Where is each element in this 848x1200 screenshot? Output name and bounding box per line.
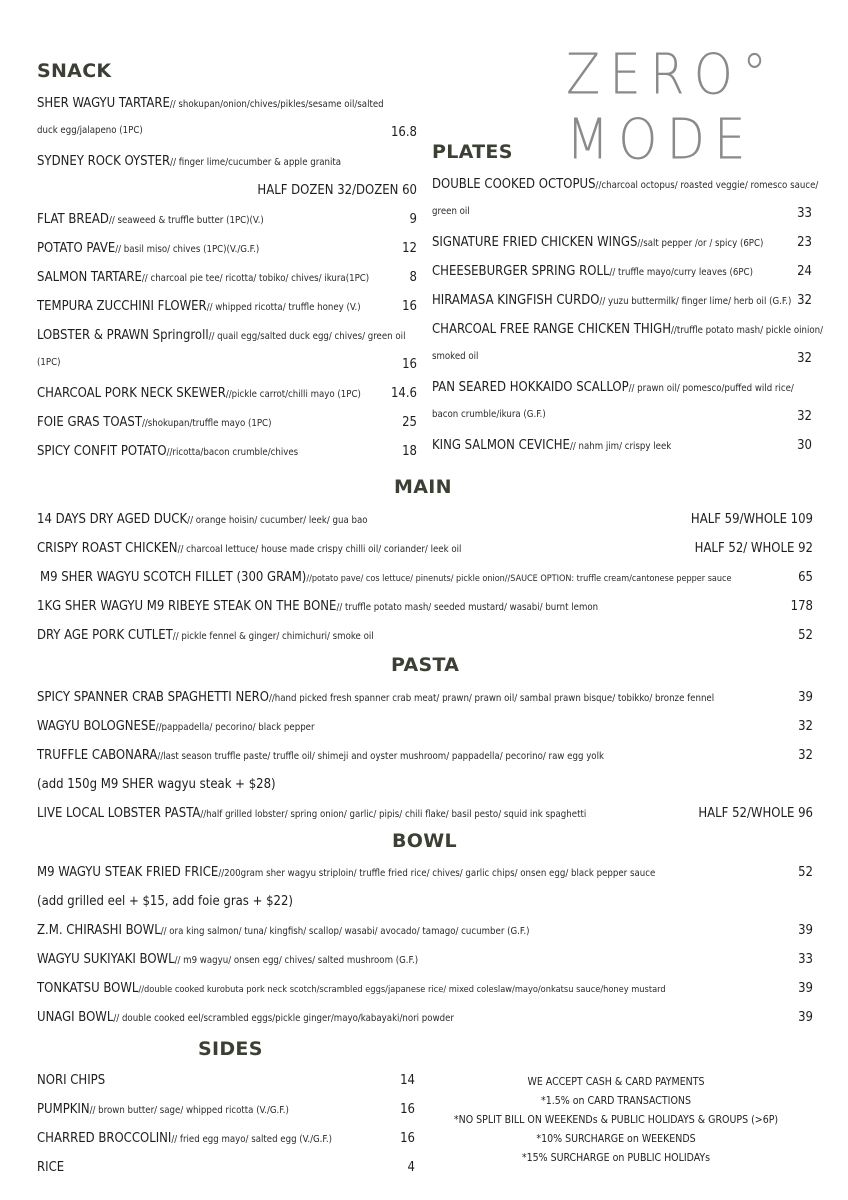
menu-item xyxy=(37,154,417,169)
item-name: NORI CHIPS xyxy=(37,1073,106,1088)
item-name: CHARRED BROCCOLINI xyxy=(37,1131,172,1146)
menu-item xyxy=(37,748,813,763)
menu-item-cont xyxy=(37,125,417,140)
item-name: DRY AGE PORK CUTLET xyxy=(37,628,173,643)
item-desc: // finger lime/cucumber & apple granita xyxy=(170,157,342,168)
menu-item xyxy=(432,264,812,279)
item-name: 1KG SHER WAGYU M9 RIBEYE STEAK ON THE BONE xyxy=(37,599,337,614)
item-price: 33 xyxy=(798,952,813,967)
item-price: 14 xyxy=(400,1073,415,1088)
item-desc: // shokupan/onion/chives/pikles/sesame oil/salted xyxy=(169,99,384,110)
brand-logo: ZERO° MODE xyxy=(566,42,776,172)
menu-item xyxy=(37,1102,415,1117)
item-name: TEMPURA ZUCCHINI FLOWER xyxy=(37,299,207,314)
item-desc: // pickle fennel & ginger/ chimichuri/ smoke oil xyxy=(172,631,374,642)
item-name: LOBSTER & PRAWN Springroll xyxy=(37,328,209,343)
item-desc: //double cooked kurobuta pork neck scotch/scrambled eggs/japanese rice/ mixed coleslaw/mayo/onkatsu sauce/honey mustard xyxy=(138,984,666,995)
section-title-main: MAIN xyxy=(394,476,452,498)
item-desc: green oil xyxy=(432,206,470,217)
menu-item xyxy=(37,541,813,556)
item-price: 32 xyxy=(797,351,812,366)
menu-item xyxy=(37,865,813,880)
menu-item xyxy=(37,599,813,614)
item-desc: //hand picked fresh spanner crab meat/ prawn/ prawn oil/ sambal prawn bisque/ tobikko/ bronze fennel xyxy=(268,693,715,704)
item-price: 32 xyxy=(798,748,813,763)
item-name: DOUBLE COOKED OCTOPUS xyxy=(432,177,596,192)
item-desc: // charcoal lettuce/ house made crispy chilli oil/ coriander/ leek oil xyxy=(177,544,462,555)
menu-item xyxy=(37,270,417,285)
item-name: M9 WAGYU STEAK FRIED FRICE xyxy=(37,865,219,880)
item-price: 32 xyxy=(798,719,813,734)
item-desc: //pickle carrot/chilli mayo (1PC) xyxy=(225,389,361,400)
menu-item xyxy=(37,1131,415,1146)
item-desc: //last season truffle paste/ truffle oil/ shimeji and oyster mushroom/ pappadella/ pecorino/ raw egg yolk xyxy=(157,751,604,762)
item-name: CRISPY ROAST CHICKEN xyxy=(37,541,178,556)
item-price: 16 xyxy=(402,357,417,372)
item-price: 16 xyxy=(400,1102,415,1117)
menu-item-cont xyxy=(432,206,812,221)
payment-notice xyxy=(428,1073,804,1168)
item-name: Z.M. CHIRASHI BOWL xyxy=(37,923,161,938)
addon-text: (add 150g M9 SHER wagyu steak + $28) xyxy=(37,777,276,792)
item-name: 14 DAYS DRY AGED DUCK xyxy=(37,512,188,527)
item-price: 178 xyxy=(790,599,813,614)
item-desc: // seaweed & truffle butter (1PC)(V.) xyxy=(108,215,264,226)
menu-item xyxy=(37,212,417,227)
item-price: 25 xyxy=(402,415,417,430)
item-name: SIGNATURE FRIED CHICKEN WINGS xyxy=(432,235,638,250)
item-name: PUMPKIN xyxy=(37,1102,90,1117)
notice-line: *15% SURCHARGE on PUBLIC HOLIDAYs xyxy=(521,1152,711,1164)
section-title-plates: PLATES xyxy=(432,141,513,163)
item-desc: smoked oil xyxy=(432,351,479,362)
item-price: 18 xyxy=(402,444,417,459)
item-price: 12 xyxy=(402,241,417,256)
item-desc: // prawn oil/ pomesco/puffed wild rice/ xyxy=(628,383,794,394)
menu-item xyxy=(37,952,813,967)
menu-item xyxy=(432,177,819,192)
item-price: 14.6 xyxy=(390,386,417,401)
menu-item xyxy=(37,328,417,343)
section-title-pasta: PASTA xyxy=(391,654,460,676)
item-name: SPICY SPANNER CRAB SPAGHETTI NERO xyxy=(37,690,269,705)
menu-item xyxy=(432,438,812,453)
addon-note xyxy=(37,894,813,909)
menu-item xyxy=(40,570,813,585)
notice-line: *1.5% on CARD TRANSACTIONS xyxy=(541,1095,691,1107)
item-name: KING SALMON CEVICHE xyxy=(432,438,570,453)
item-name: POTATO PAVE xyxy=(37,241,116,256)
item-desc: // fried egg mayo/ salted egg (V./G.F.) xyxy=(171,1134,332,1145)
menu-item-cont xyxy=(432,351,812,366)
item-price: 16.8 xyxy=(390,125,417,140)
item-name: CHEESEBURGER SPRING ROLL xyxy=(432,264,610,279)
item-name: HIRAMASA KINGFISH CURDO xyxy=(432,293,600,308)
item-name: SALMON TARTARE xyxy=(37,270,142,285)
item-price: 52 xyxy=(798,865,813,880)
section-title-sides: SIDES xyxy=(198,1038,263,1060)
item-name: WAGYU SUKIYAKI BOWL xyxy=(37,952,175,967)
menu-item xyxy=(37,96,417,111)
item-name: LIVE LOCAL LOBSTER PASTA xyxy=(37,806,201,821)
item-price: HALF 52/WHOLE 96 xyxy=(698,806,813,821)
menu-item xyxy=(37,690,813,705)
item-name: PAN SEARED HOKKAIDO SCALLOP xyxy=(432,380,629,395)
item-name: TONKATSU BOWL xyxy=(37,981,139,996)
item-price: HALF DOZEN 32/DOZEN 60 xyxy=(257,183,417,198)
menu-item xyxy=(37,415,417,430)
item-desc: // whipped ricotta/ truffle honey (V.) xyxy=(206,302,361,313)
menu-item xyxy=(37,1073,415,1088)
item-desc: // nahm jim/ crispy leek xyxy=(569,441,672,452)
item-price: 39 xyxy=(798,1010,813,1025)
item-desc: // brown butter/ sage/ whipped ricotta (V./G.F.) xyxy=(89,1105,289,1116)
menu-item xyxy=(37,806,813,821)
menu-item xyxy=(432,293,812,308)
item-price: 65 xyxy=(798,570,813,585)
item-name: TRUFFLE CABONARA xyxy=(37,748,158,763)
item-desc: // orange hoisin/ cucumber/ leek/ gua bao xyxy=(187,515,368,526)
item-name: M9 SHER WAGYU SCOTCH FILLET (300 GRAM) xyxy=(40,570,307,585)
item-name: FOIE GRAS TOAST xyxy=(37,415,142,430)
item-desc: // ora king salmon/ tuna/ kingfish/ scallop/ wasabi/ avocado/ tamago/ cucumber (G.F.) xyxy=(160,926,530,937)
item-desc: //half grilled lobster/ spring onion/ garlic/ pipis/ chili flake/ basil pesto/ squid ink spaghetti xyxy=(200,809,587,820)
menu-item xyxy=(432,235,812,250)
item-name: SYDNEY ROCK OYSTER xyxy=(37,154,171,169)
item-price: 39 xyxy=(798,690,813,705)
item-desc: (1PC) xyxy=(37,357,61,368)
item-price: 32 xyxy=(797,409,812,424)
item-name: CHARCOAL FREE RANGE CHICKEN THIGH xyxy=(432,322,672,337)
item-name: UNAGI BOWL xyxy=(37,1010,114,1025)
item-price: 52 xyxy=(798,628,813,643)
item-price: 4 xyxy=(407,1160,415,1175)
menu-item xyxy=(37,1160,415,1175)
notice-line: *NO SPLIT BILL ON WEEKENDs & PUBLIC HOLIDAYS & GROUPS (>6P) xyxy=(453,1114,779,1126)
menu-item xyxy=(37,386,417,401)
item-desc: //charcoal octopus/ roasted veggie/ romesco sauce/ xyxy=(595,180,819,191)
menu-item xyxy=(37,719,813,734)
item-desc: // basil miso/ chives (1PC)(V./G.F.) xyxy=(115,244,260,255)
item-price: HALF 59/WHOLE 109 xyxy=(690,512,813,527)
item-desc: duck egg/jalapeno (1PC) xyxy=(37,125,143,136)
item-desc: //ricotta/bacon crumble/chives xyxy=(166,447,299,458)
item-name: CHARCOAL PORK NECK SKEWER xyxy=(37,386,226,401)
menu-item xyxy=(37,444,417,459)
item-price: 16 xyxy=(402,299,417,314)
item-desc: //pappadella/ pecorino/ black pepper xyxy=(155,722,315,733)
item-desc: bacon crumble/ikura (G.F.) xyxy=(432,409,546,420)
item-desc: // charcoal pie tee/ ricotta/ tobiko/ chives/ ikura(1PC) xyxy=(141,273,370,284)
item-name: FLAT BREAD xyxy=(37,212,109,227)
section-title-bowl: BOWL xyxy=(392,830,457,852)
item-name: RICE xyxy=(37,1160,65,1175)
item-price: 39 xyxy=(798,981,813,996)
item-desc: // truffle mayo/curry leaves (6PC) xyxy=(609,267,753,278)
item-name: SHER WAGYU TARTARE xyxy=(37,96,170,111)
notice-line: *10% SURCHARGE on WEEKENDS xyxy=(536,1133,696,1145)
item-price: HALF 52/ WHOLE 92 xyxy=(694,541,813,556)
menu-item xyxy=(37,628,813,643)
menu-item-cont xyxy=(37,357,417,372)
item-desc: // quail egg/salted duck egg/ chives/ green oil xyxy=(208,331,406,342)
addon-note xyxy=(37,777,813,792)
menu-item xyxy=(37,981,813,996)
item-price: 24 xyxy=(797,264,812,279)
item-name: SPICY CONFIT POTATO xyxy=(37,444,167,459)
menu-item xyxy=(37,299,417,314)
item-price: 30 xyxy=(797,438,812,453)
item-desc: // double cooked eel/scrambled eggs/pickle ginger/mayo/kabayaki/nori powder xyxy=(113,1013,454,1024)
item-price: 32 xyxy=(797,293,812,308)
item-desc: //salt pepper /or / spicy (6PC) xyxy=(637,238,764,249)
menu-item xyxy=(37,923,813,938)
item-desc: //shokupan/truffle mayo (1PC) xyxy=(141,418,272,429)
item-price: 33 xyxy=(797,206,812,221)
item-desc: // truffle potato mash/ seeded mustard/ wasabi/ burnt lemon xyxy=(336,602,599,613)
menu-item xyxy=(37,241,417,256)
item-price: 9 xyxy=(409,212,417,227)
item-price: 16 xyxy=(400,1131,415,1146)
menu-item xyxy=(432,322,824,337)
section-title-snack: SNACK xyxy=(37,60,112,82)
item-desc: // yuzu buttermilk/ finger lime/ herb oil (G.F.) xyxy=(599,296,792,307)
item-desc: //truffle potato mash/ pickle oinion/ xyxy=(671,325,824,336)
addon-text: (add grilled eel + $15, add foie gras + $22) xyxy=(37,894,294,909)
item-price: 23 xyxy=(797,235,812,250)
item-price: 39 xyxy=(798,923,813,938)
menu-item-cont xyxy=(432,409,812,424)
item-price: 8 xyxy=(409,270,417,285)
notice-line: WE ACCEPT CASH & CARD PAYMENTS xyxy=(527,1076,705,1088)
menu-item xyxy=(432,380,812,395)
menu-item xyxy=(37,512,813,527)
menu-item xyxy=(37,1010,813,1025)
item-desc: //200gram sher wagyu striploin/ truffle fried rice/ chives/ garlic chips/ onsen egg/ black pepper sauce xyxy=(218,868,656,879)
item-desc: //potato pave/ cos lettuce/ pinenuts/ pickle onion//SAUCE OPTION: truffle cream/cantonese pepper sauce xyxy=(306,574,732,584)
item-desc: // m9 wagyu/ onsen egg/ chives/ salted mushroom (G.F.) xyxy=(174,955,419,966)
item-name: WAGYU BOLOGNESE xyxy=(37,719,156,734)
